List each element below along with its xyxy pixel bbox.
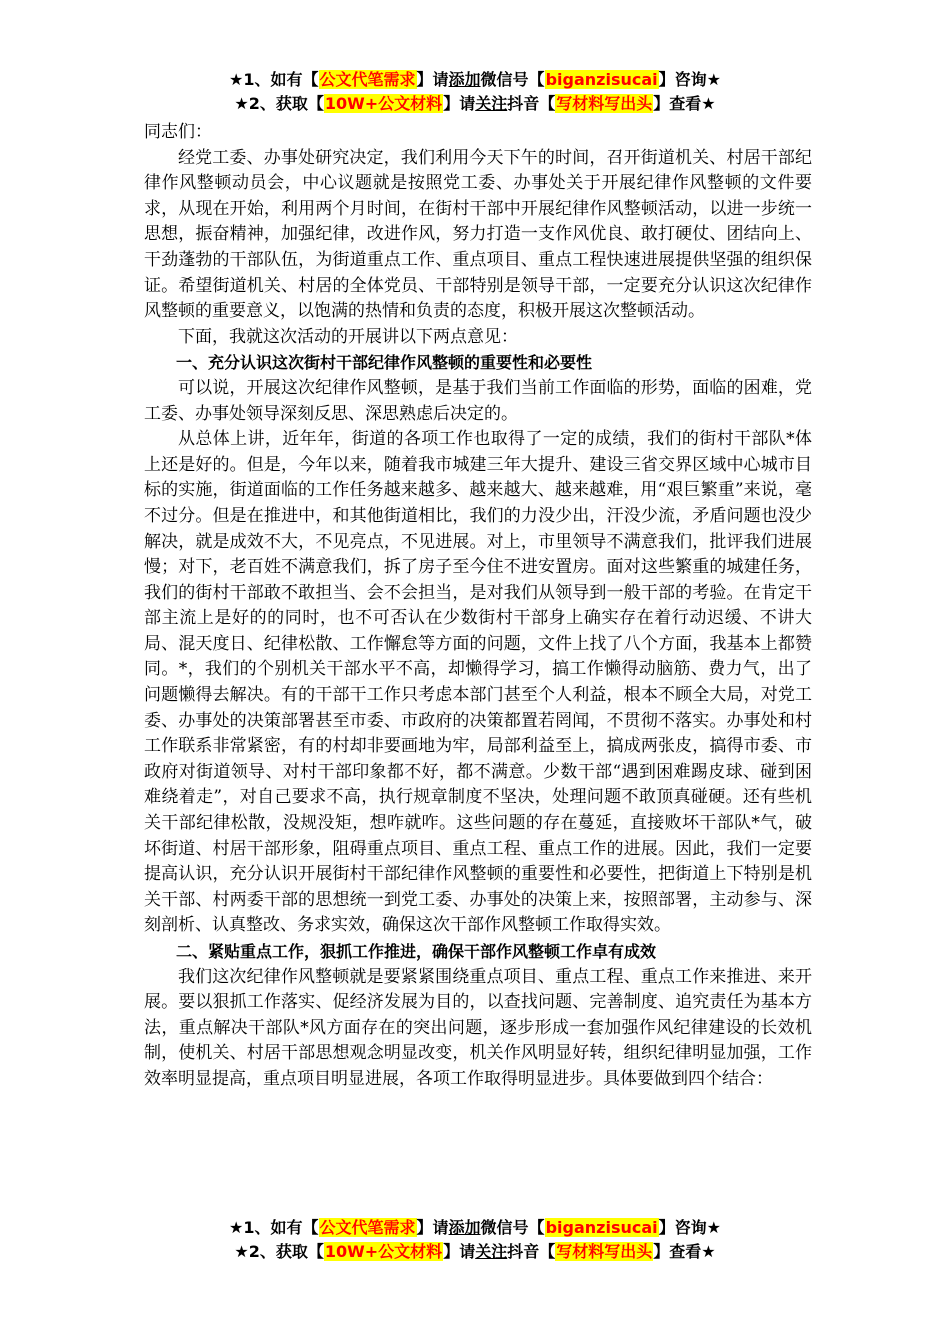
ad-line-2: ★2、获取【10W+公文材料】请关注抖音【写材料写出头】查看★ — [234, 1242, 716, 1261]
highlight-ghostwriting: 公文代笔需求 — [319, 70, 416, 89]
highlight-douyin-account: 写材料写出头 — [556, 94, 653, 113]
highlight-materials: 10W+公文材料 — [324, 94, 443, 113]
highlight-wechat-id: biganzisucai — [545, 70, 658, 89]
salutation: 同志们： — [144, 122, 212, 142]
paragraph-section1-body: 从总体上讲，近年年，街道的各项工作也取得了一定的成绩，我们的街村干部队*体上还是好的。但是，今年以来，随着我市城建三年大提升、建设三省交界区域中心城市目标的实施，街道面临的工作任务越来越多、越来越大、越来越难，用“艰巨繁重”来说，毫不过分。但是在推进中，和其他街道相比，我们的力没少出，汗没少流，矛盾问题也没少解决，就是成效不大，不见亮点，不见进展。对上，市里领导不满意我们，批评我们进展慢；对下，老百姓不满意我们，拆了房子至今住不进安置房。面对这些繁重的城建任务，我们的街村干部敢不敢担当、会不会担当，是对我们从领导到一般干部的考验。在肯定干部主流上是好的的同时，也不可否认在少数街村干部身上确实存在着行动迟缓、不讲大局、混天度日、纪律松散、工作懈怠等方面的问题，文件上找了八个方面，我基本上都赞同。*，我们的个别机关干部水平不高，却懒得学习，搞工作懒得动脑筋、费力气，出了问题懒得去解决。有的干部干工作只考虑本部门甚至个人利益，根本不顾全大局，对党工委、办事处的决策部署甚至市委、市政府的决策都置若罔闻，不贯彻不落实。办事处和村工作联系非常紧密，有的村却非要画地为牢，局部利益至上，搞成两张皮，搞得市委、市政府对街道领导、对村干部印象都不好，都不满意。少数干部“遇到困难踢皮球、碰到困难绕着走”，对自己要求不高，执行规章制度不坚决，处理问题不敢顶真碰硬。还有些机关干部纪律松散，没规没矩，想咋就咋。这些问题的存在蔓延，直接败坏干部队*气，破坏街道、村居干部形象，阻碍重点项目、重点工程、重点工作的进展。因此，我们一定要提高认识，充分认识开展街村干部纪律作风整顿的重要性和必要性，把街道上下特别是机关干部、村两委干部的思想统一到党工委、办事处的决策上来，按照部署，主动参与、深刻剖析、认真整改、务求实效，确保这次干部作风整顿工作取得实效。 — [144, 429, 812, 936]
section-heading-1: 一、充分认识这次街村干部纪律作风整顿的重要性和必要性 — [176, 353, 593, 373]
bottom-ad-banner — [0, 1216, 950, 1264]
ad-line-1: ★1、如有【公文代笔需求】请添加微信号【biganzisucai】咨询★ — [229, 70, 721, 89]
highlight-materials: 10W+公文材料 — [324, 1242, 443, 1261]
paragraph-section1-intro: 可以说，开展这次纪律作风整顿，是基于我们当前工作面临的形势，面临的困难，党工委、办事处领导深刻反思、深思熟虑后决定的。 — [144, 377, 812, 424]
paragraph-section2-body: 我们这次纪律作风整顿就是要紧紧围绕重点项目、重点工程、重点工作来推进、来开展。要以狠抓工作落实、促经济发展为目的，以查找问题、完善制度、追究责任为基本方法，重点解决干部队*风方面存在的突出问题，逐步形成一套加强作风纪律建设的长效机制，使机关、村居干部思想观念明显改变，机关作风明显好转，组织纪律明显加强，工作效率明显提高，重点项目明显进展，各项工作取得明显进步。具体要做到四个结合： — [144, 966, 812, 1089]
ad-line-2: ★2、获取【10W+公文材料】请关注抖音【写材料写出头】查看★ — [234, 94, 716, 113]
highlight-wechat-id: biganzisucai — [545, 1218, 658, 1237]
document-body — [144, 120, 812, 1093]
paragraph-outline: 下面，我就这次活动的开展讲以下两点意见： — [178, 326, 518, 347]
highlight-ghostwriting: 公文代笔需求 — [319, 1218, 416, 1237]
section-heading-2: 二、紧贴重点工作，狠抓工作推进，确保干部作风整顿工作卓有成效 — [176, 942, 657, 961]
top-ad-banner — [0, 68, 950, 116]
paragraph-intro: 经党工委、办事处研究决定，我们利用今天下午的时间，召开街道机关、村居干部纪律作风整顿动员会，中心议题就是按照党工委、办事处关于开展纪律作风整顿的文件要求，从现在开始，利用两个月时间，在街村干部中开展纪律作风整顿活动，以进一步统一思想，振奋精神，加强纪律，改进作风，努力打造一支作风优良、敢打硬仗、团结向上、干劲蓬勃的干部队伍，为街道重点工作、重点项目、重点工程快速进展提供坚强的组织保证。希望街道机关、村居的全体党员、干部特别是领导干部，一定要充分认识这次纪律作风整顿的重要意义，以饱满的热情和负责的态度，积极开展这次整顿活动。 — [144, 147, 812, 322]
highlight-douyin-account: 写材料写出头 — [556, 1242, 653, 1261]
ad-line-1: ★1、如有【公文代笔需求】请添加微信号【biganzisucai】咨询★ — [229, 1218, 721, 1237]
